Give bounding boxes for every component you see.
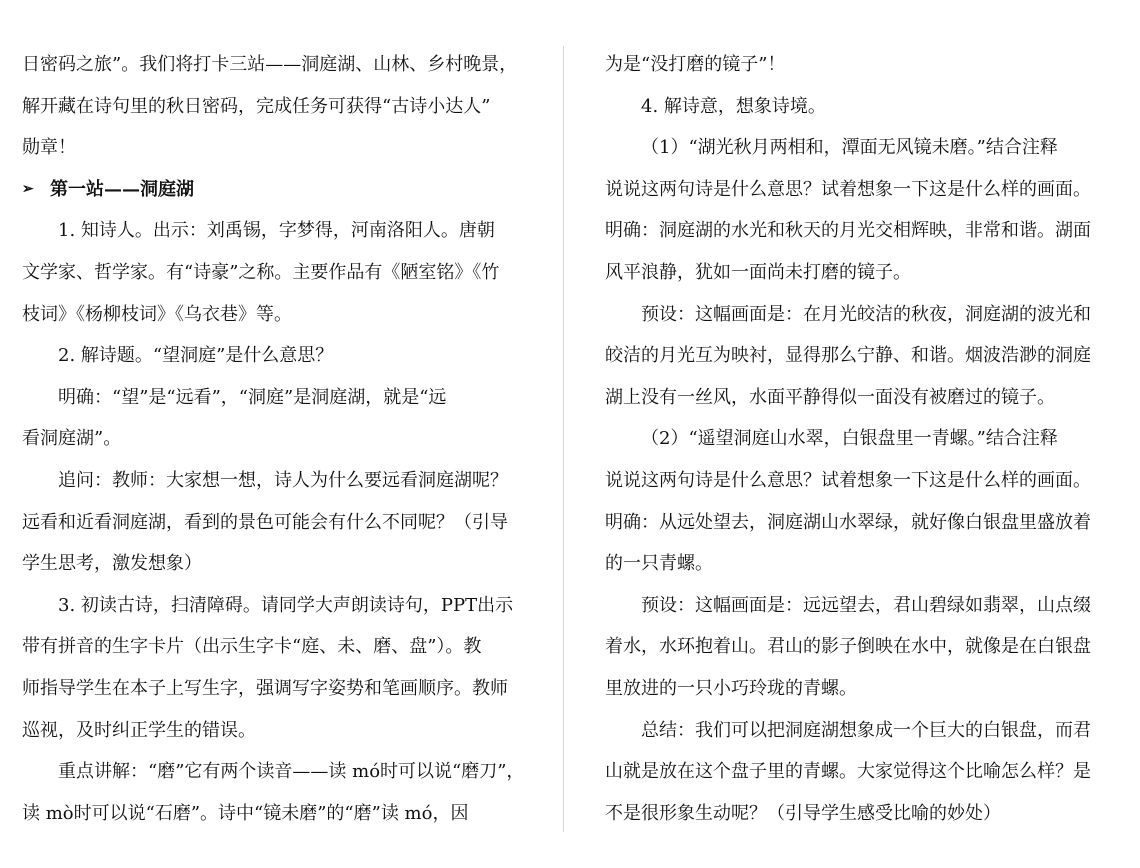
text-line: 皎洁的月光互为映衬，显得那么宁静、和谐。烟波浩渺的洞庭 xyxy=(605,345,1091,367)
text-line: 总结：我们可以把洞庭湖想象成一个巨大的白银盘，而君 xyxy=(641,719,1091,741)
text-line: 读 mò时可以说“石磨”。诗中“镜未磨”的“磨”读 mó，因 xyxy=(22,802,469,824)
text-line: 带有拼音的生字卡片（出示生字卡“庭、未、磨、盘”）。教 xyxy=(22,636,482,658)
text-line: 说说这两句诗是什么意思？试着想象一下这是什么样的画面。 xyxy=(605,178,1091,200)
text-line: 山就是放在这个盘子里的青螺。大家觉得这个比喻怎么样？是 xyxy=(605,761,1091,783)
text-line: 风平浪静，犹如一面尚未打磨的镜子。 xyxy=(605,261,911,283)
text-line: 里放进的一只小巧玲珑的青螺。 xyxy=(605,677,857,699)
left-column xyxy=(22,44,524,834)
text-line: 2. 解诗题。“望洞庭”是什么意思？ xyxy=(58,345,334,367)
text-line: 着水，水环抱着山。君山的影子倒映在水中，就像是在白银盘 xyxy=(605,636,1091,658)
text-line: 明确：从远处望去，洞庭湖山水翠绿，就好像白银盘里盛放着 xyxy=(605,511,1091,533)
text-line: 日密码之旅”。我们将打卡三站——洞庭湖、山林、乡村晚景， xyxy=(22,54,518,75)
text-line: 不是很形象生动呢？（引导学生感受比喻的妙处） xyxy=(605,802,1001,824)
text-line: 明确：洞庭湖的水光和秋天的月光交相辉映，非常和谐。湖面 xyxy=(605,220,1091,242)
text-line: 预设：这幅画面是：远远望去，君山碧绿如翡翠，山点缀 xyxy=(641,594,1091,616)
right-column xyxy=(605,44,1111,834)
text-line: 明确：“望”是“远看”，“洞庭”是洞庭湖，就是“远 xyxy=(58,386,447,408)
section-heading-text: 第一站——洞庭湖 xyxy=(50,178,194,200)
text-line: 远看和近看洞庭湖，看到的景色可能会有什么不同呢？（引导 xyxy=(22,511,508,533)
text-line: 师指导学生在本子上写生字，强调写字姿势和笔画顺序。教师 xyxy=(22,677,508,699)
text-line: 解开藏在诗句里的秋日密码，完成任务可获得“古诗小达人” xyxy=(22,95,491,117)
text-line: （1）“湖光秋月两相和，潭面无风镜未磨。”结合注释 xyxy=(641,137,1058,159)
text-line: 勋章！ xyxy=(22,137,76,159)
text-line: 看洞庭湖”。 xyxy=(22,428,122,450)
text-line: 学生思考，激发想象） xyxy=(22,553,202,575)
text-line: 为是“没打磨的镜子”！ xyxy=(605,54,786,75)
arrow-bullet-icon: ➢ xyxy=(22,180,34,197)
text-line: 预设：这幅画面是：在月光皎洁的秋夜，洞庭湖的波光和 xyxy=(641,303,1091,325)
text-line: 文学家、哲学家。有“诗豪”之称。主要作品有《陋室铭》《竹 xyxy=(22,261,500,283)
text-line: 重点讲解：“磨”它有两个读音——读 mó时可以说“磨刀”， xyxy=(58,761,524,783)
text-line: 说说这两句诗是什么意思？试着想象一下这是什么样的画面。 xyxy=(605,469,1091,491)
text-line: （2）“遥望洞庭山水翠，白银盘里一青螺。”结合注释 xyxy=(641,428,1058,450)
text-line: 枝词》《杨柳枝词》《乌衣巷》等。 xyxy=(22,303,292,325)
text-line: 4. 解诗意，想象诗境。 xyxy=(641,95,826,117)
text-line: 的一只青螺。 xyxy=(605,553,713,575)
text-line: 追问：教师：大家想一想，诗人为什么要远看洞庭湖呢？ xyxy=(58,469,508,491)
text-line: 巡视，及时纠正学生的错误。 xyxy=(22,719,256,741)
text-line: 1. 知诗人。出示：刘禹锡，字梦得，河南洛阳人。唐朝 xyxy=(58,220,495,242)
text-line: 湖上没有一丝风，水面平静得似一面没有被磨过的镜子。 xyxy=(605,386,1055,408)
column-divider xyxy=(563,46,564,832)
section-heading xyxy=(22,169,524,211)
text-line: 3. 初读古诗，扫清障碍。请同学大声朗读诗句，PPT出示 xyxy=(58,594,514,616)
